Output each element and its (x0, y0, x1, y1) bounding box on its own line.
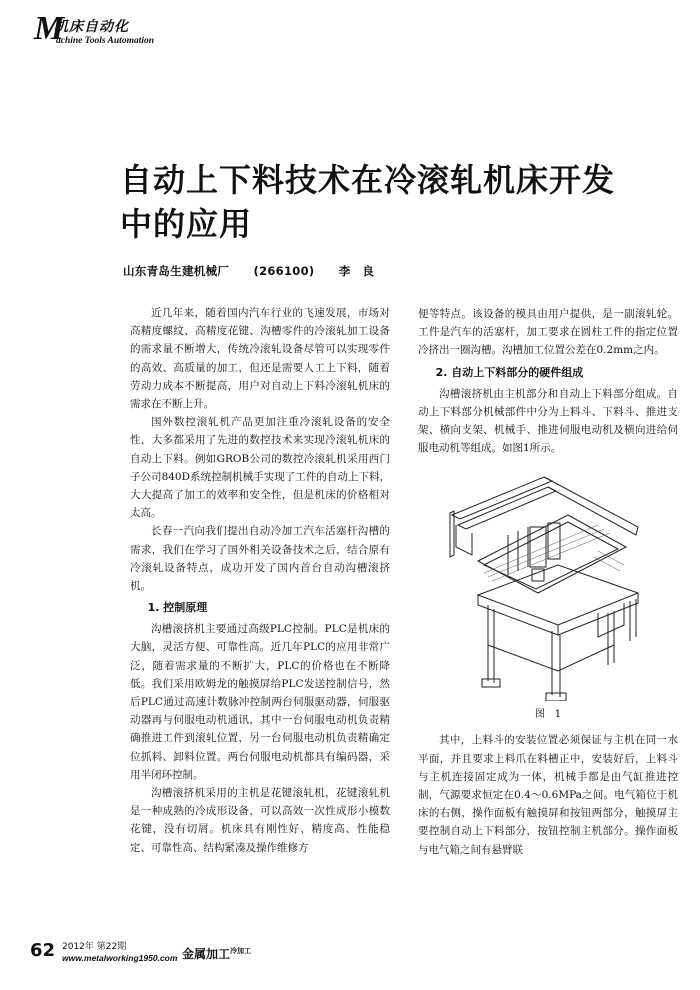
journal-logo-letter: M (34, 10, 65, 47)
page-number: 62 (30, 940, 56, 961)
page-footer (30, 934, 290, 974)
issue-label: 2012年 第22期 (62, 942, 127, 952)
paragraph: 沟槽滚挤机主要通过高级PLC控制。PLC是机床的大脑，灵活方便、可靠性高。近几年PLC的应用非常广泛，随着需求量的不断扩大，PLC的价格也在不断降低。我们采用欧姆龙的触摸屏给PLC发送控制信号，然后PLC通过高速计数脉冲控制两台伺服驱动器，伺服驱动器再与伺服电动机通讯，其中一台伺服电动机负责精确推进工件到滚轧位置，另一台伺服电动机负责精确定位抓料、卸料位置。两台伺服电动机都具有编码器，采用半闭环控制。 (130, 623, 390, 781)
author-name: 李 良 (338, 264, 375, 278)
journal-brand-name: 金属加工 (182, 947, 231, 961)
journal-url: www.metalworking1950.com (62, 953, 178, 963)
paragraph: 近几年来，随着国内汽车行业的飞速发展，市场对高精度螺纹、高精度花键、沟槽零件的冷滚轧加工设备的需求量不断增大，传统冷滚轧设备尽管可以实现零件的高效、高质量的加工，但还是需要人工上下料，随着劳动力成本不断提高，用户对自动上下料冷滚轧机床的需求在不断上升。 (130, 307, 390, 411)
journal-brand (182, 945, 251, 962)
figure-1-machine-drawing (418, 465, 678, 701)
paragraph: 沟槽滚挤机采用的主机是花键滚轧机，花键滚轧机是一种成熟的冷成形设备，可以高效一次性成形小模数花键，没有切屑。机床具有刚性好、精度高、性能稳定、可靠性高、结构紧凑及操作维修方 (130, 787, 390, 854)
right-column (418, 305, 678, 859)
journal-header (34, 12, 174, 50)
journal-brand-sub: 冷加工 (230, 946, 252, 955)
author-organization: 山东青岛生建机械厂 (123, 264, 230, 278)
section-heading-hardware: 2. 自动上下料部分的硬件组成 (435, 365, 584, 379)
paragraph: 国外数控滚轧机产品更加注重冷滚轧设备的安全性，大多都采用了先进的数控技术来实现冷滚轧机床的自动上下料。例如GROB公司的数控冷滚轧机采用西门子公司840D系统控制机械手实现了工件的自动上下料，大大提高了加工的效率和安全性，但是机床的价格相对太高。 (130, 416, 390, 520)
section-heading-control-principle: 1. 控制原理 (147, 601, 208, 615)
paragraph: 便等特点。该设备的模具由用户提供，是一副滚轧轮。工件是汽车的活塞杆，加工要求在圆柱工件的指定位置冷挤出一圈沟槽。沟槽加工位置公差在0.2mm之内。 (418, 308, 678, 357)
article-title: 自动上下料技术在冷滚轧机床开发中的应用 (120, 161, 616, 243)
byline (123, 263, 394, 279)
postal-code: (266100) (253, 264, 315, 278)
paragraph: 其中，上料斗的安装位置必须保证与主机在同一水平面，并且要求上料爪在料槽正中，安装好后，上料斗与主机连接固定成为一体，机械手都是由气缸推进控制，气源要求恒定在0.4～0.6MPa之间。电气箱位于机床的右侧，操作面板有触摸屏和按钮两部分，触摸屏主要控制自动上下料部分，按钮控制主机部分。操作面板与电气箱之间有悬臂联 (418, 734, 678, 856)
paragraph: 长春一汽向我们提出自动冷加工汽车活塞杆沟槽的需求，我们在学习了国外相关设备技术之后，结合原有冷滚轧设备特点，成功开发了国内首台自动沟槽滚挤机。 (130, 525, 390, 593)
left-column (130, 304, 390, 857)
paragraph: 沟槽滚挤机由主机部分和自动上下料部分组成。自动上下料部分机械部件中分为上料斗、下料斗、推进支架、横向支架、机械手、推进伺服电动机及横向进给伺服电动机等组成。如图1所示。 (418, 387, 678, 455)
figure-1-caption: 图 1 (534, 709, 562, 721)
journal-section-subtitle: achine Tools Automation (56, 36, 155, 46)
journal-section-title: 机床自动化 (54, 19, 129, 35)
machine-line-drawing (448, 465, 648, 701)
